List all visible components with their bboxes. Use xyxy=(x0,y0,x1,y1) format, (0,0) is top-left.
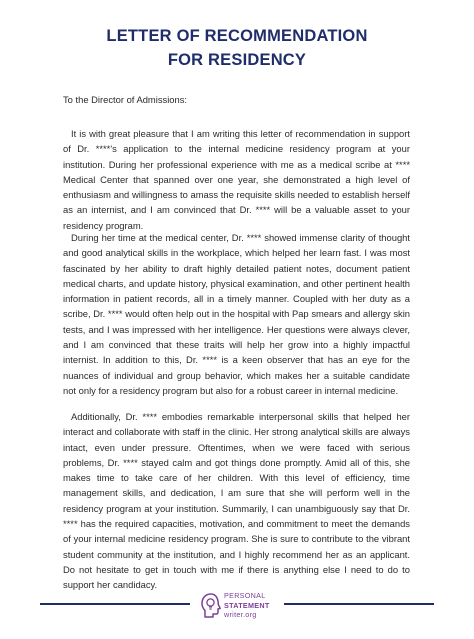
footer-logo xyxy=(200,588,280,628)
letter-title xyxy=(0,24,474,72)
paragraph-1: It is with great pleasure that I am writing this letter of recommendation in support of Dr. ****'s application to the internal medicine residency program at your institution. During her professional experience with me as a medical scribe at **** Medical Center that spanned over one year, she demonstrated a high level of enthusiasm and willingness to amass the requisite skills needed to establish herself as an internist, and I am convinced that Dr. **** will be a valuable asset to your residency program. xyxy=(63,128,410,231)
paragraph-3: Additionally, Dr. **** embodies remarkable interpersonal skills that helped her interact and collaborate with staff in the clinic. Her strong analytical skills are always intact, even under pressure. Oftentimes, when we were faced with serious problems, Dr. **** stayed calm and got things done promptly. Amid all of this, she makes time to take care of her children. With this level of efficiency, time management skills, and dedication, I am sure that she will perform well in the residency program at your institution. Summarily, I can unambiguously say that Dr. **** has the required capacities, motivation, and commitment to meet the demands of your internal medicine residency program. She is sure to contribute to the vibrant student community at the institution, and I highly recommend her as an applicant. Do not hesitate to get in touch with me if there is anything else I need to do to support her candidacy. xyxy=(63,411,410,591)
footer-rule-left xyxy=(40,603,190,605)
logo-line-1: PERSONAL xyxy=(224,591,266,600)
title-line-2: FOR RESIDENCY xyxy=(167,51,307,69)
title-line-1: LETTER OF RECOMMENDATION xyxy=(106,27,368,45)
logo-line-2: STATEMENT xyxy=(224,600,270,610)
logo-wordmark xyxy=(224,591,284,620)
salutation: To the Director of Admissions: xyxy=(63,94,188,105)
head-lightbulb-icon xyxy=(200,592,222,622)
paragraph-2: During her time at the medical center, Dr. **** showed immense clarity of thought and good analytical skills in the workplace, which helped her learn fast. I was most fascinated by her ability to draft highly detailed patient notes, document patient medical charts, and update history, physical examination, and other pertinent health information in patient records, all in a timely manner. Coupled with her duty as a scribe, Dr. **** would often help out in the hospital with Pap smears and allergy skin tests, and I was impressed with her intelligence. Her questions were always clever, and I am convinced that these traits will help her grow into a highly impactful internist. In addition to this, Dr. **** is a keen observer that has an eye for the nuances of individual and group behavior, which makes her a suitable candidate not only for a residency program but also for a robust career in internal medicine. xyxy=(63,232,410,396)
logo-line-3: writer.org xyxy=(224,610,257,620)
footer-rule-right xyxy=(284,603,434,605)
